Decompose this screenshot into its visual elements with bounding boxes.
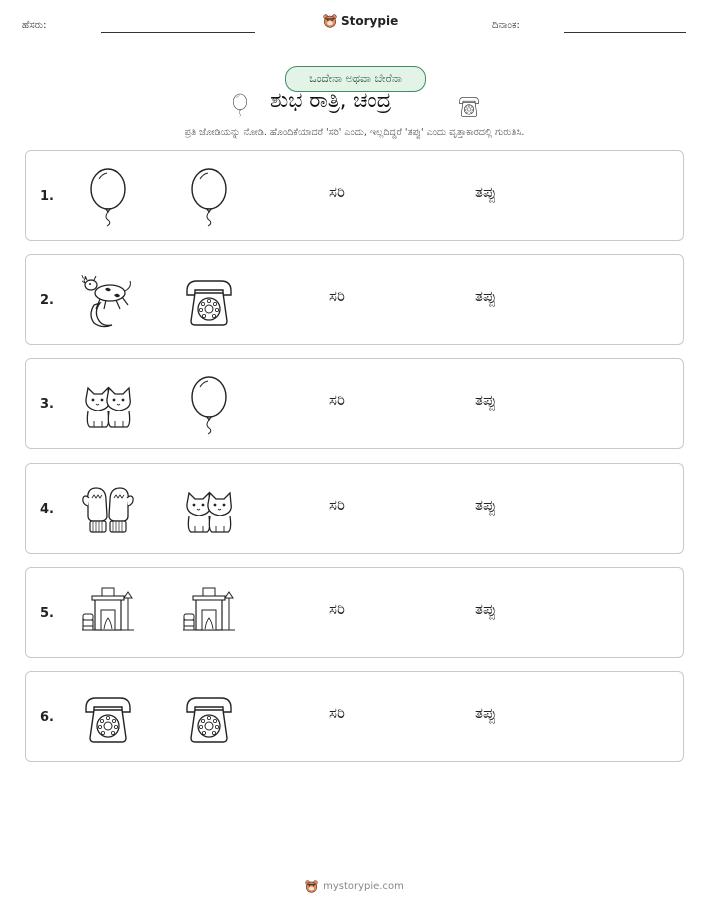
balloon-icon [181,375,237,435]
mittens-icon [80,480,136,540]
option-wrong[interactable]: ತಪ್ಪು [475,391,497,410]
telephone-icon [455,93,483,119]
kittens-icon [80,375,136,435]
question-card [25,567,684,658]
balloon-icon [229,92,251,118]
name-label: ಹೆಸರು: [22,20,47,31]
option-correct[interactable]: ಸರಿ [329,495,345,514]
bear-icon [323,14,337,28]
cow-moon-icon [80,271,136,331]
question-card [25,150,684,241]
question-number: 1. [40,189,54,204]
worksheet-header [0,14,709,38]
option-wrong[interactable]: ತಪ್ಪು [475,704,497,722]
option-wrong[interactable]: ತಪ್ಪು [475,599,497,618]
date-line[interactable] [564,32,686,33]
question-card [25,463,684,554]
balloon-icon [80,167,136,227]
footer [0,880,709,893]
activity-tag: ಒಂದೇನಾ ಅಥವಾ ಬೇರೆನಾ [285,66,426,92]
question-card [25,358,684,449]
question-number: 4. [40,501,54,517]
telephone-icon [181,271,237,331]
option-wrong[interactable]: ತಪ್ಪು [475,183,497,201]
storypie-logo [323,14,398,28]
date-label: ದಿನಾಂಕ: [492,20,520,31]
telephone-icon [80,688,136,748]
option-correct[interactable]: ಸರಿ [329,599,345,618]
title-row [0,88,709,120]
question-number: 5. [40,605,54,621]
question-card [25,671,684,762]
telephone-icon [181,688,237,748]
bear-icon [305,880,318,893]
kittens-icon [181,480,237,540]
footer-url[interactable]: mystorypie.com [323,881,404,892]
question-number: 2. [40,293,54,309]
name-line[interactable] [101,32,255,33]
option-correct[interactable]: ಸರಿ [329,183,345,201]
question-number: 6. [40,710,54,725]
instructions: ಪ್ರತಿ ಜೋಡಿಯನ್ನು ನೋಡಿ. ಹೊಂದಿಕೆಯಾದರೆ 'ಸರಿ' ಎಂದು, ಇಲ್ಲದಿದ್ದರೆ 'ತಪ್ಪು' ಎಂದು ವೃತ್ತಾಕಾರದಲ್ಲಿ ಗುರುತಿಸಿ. [184,127,525,138]
page-title: ಶುಭ ರಾತ್ರಿ, ಚಂದ್ರ [270,88,392,112]
option-wrong[interactable]: ತಪ್ಪು [475,495,497,514]
fireplace-room-icon [80,584,136,644]
option-correct[interactable]: ಸರಿ [329,287,345,306]
fireplace-room-icon [181,584,237,644]
question-number: 3. [40,397,54,413]
option-correct[interactable]: ಸರಿ [329,391,345,410]
option-wrong[interactable]: ತಪ್ಪು [475,287,497,306]
balloon-icon [181,167,237,227]
option-correct[interactable]: ಸರಿ [329,704,345,722]
question-card [25,254,684,345]
brand-name: Storypie [341,14,399,28]
